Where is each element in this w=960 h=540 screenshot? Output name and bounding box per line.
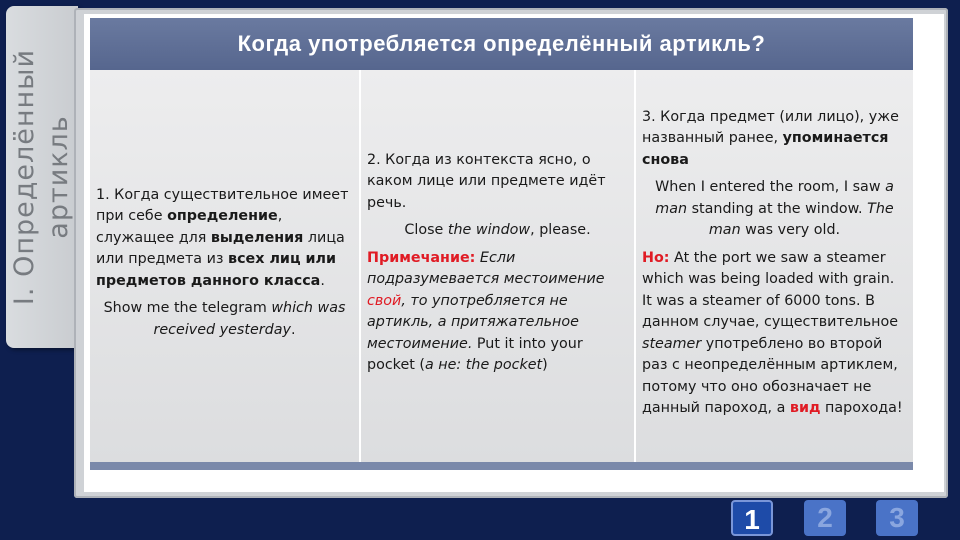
rule-column-2 xyxy=(361,70,636,462)
rule-2-example-italic: the window xyxy=(447,222,531,238)
rule-1-bold-selection: выделения xyxy=(210,229,304,246)
rule-1-part: лица или предмета из xyxy=(96,229,345,268)
rule-3-but xyxy=(642,248,907,420)
rule-3-example-italic: The man xyxy=(708,200,894,238)
note-part: Put it into your pocket ( xyxy=(367,335,583,373)
rule-3-example-part: When I entered the room, I saw xyxy=(655,179,886,195)
rule-1-example-part: . xyxy=(290,321,296,338)
but-part: At the port we saw a steamer which was being loaded with grain. It was a steamer of 6000 tons. В данном случае, существительное xyxy=(642,249,899,330)
side-title-text: I. Определённый артикль xyxy=(9,48,74,306)
rule-2-example-part: , please. xyxy=(530,222,591,238)
table-footer-bar xyxy=(90,462,913,470)
rule-1-example-italic: which was received yesterday xyxy=(153,300,346,338)
rules-table xyxy=(90,70,913,462)
note-italic: a не: the pocket xyxy=(424,357,543,373)
rule-1-example-part: Show me the telegram xyxy=(103,300,272,317)
rule-2-example xyxy=(367,220,628,242)
nav-button-3[interactable]: 3 xyxy=(876,500,918,536)
but-part: парохода! xyxy=(820,400,903,416)
side-tab xyxy=(6,6,78,348)
nav-button-2[interactable]: 2 xyxy=(804,500,846,536)
rule-3-example-italic: a man xyxy=(655,179,894,217)
rule-1-example xyxy=(96,298,353,341)
rule-3-part: 3. Когда предмет (или лицо), уже названный ранее, xyxy=(642,108,899,146)
rule-2-note xyxy=(367,248,628,377)
note-part: Если подразумевается местоимение xyxy=(367,249,605,287)
note-red-word: свой xyxy=(367,292,402,309)
rule-3-text xyxy=(642,107,907,172)
rule-1-bold-definition: определение xyxy=(167,208,278,225)
rule-1-part: 1. Когда существительное имеет при себе xyxy=(96,186,349,225)
rule-1-text xyxy=(96,185,353,293)
but-label: Но: xyxy=(642,249,670,266)
note-label: Примечание: xyxy=(367,249,476,266)
side-title xyxy=(6,6,78,348)
rule-1-part: , служащее для xyxy=(96,208,283,246)
rule-column-1 xyxy=(90,70,361,462)
rule-2-text: 2. Когда из контекста ясно, о каком лице или предмете идёт речь. xyxy=(367,151,606,211)
rule-column-3 xyxy=(636,70,913,462)
note-part: ) xyxy=(542,357,548,373)
but-italic: steamer xyxy=(642,335,702,352)
but-red-word: вид xyxy=(789,400,821,416)
rule-2-example-part: Close xyxy=(404,222,448,238)
rule-3-bold: упоминается снова xyxy=(642,130,889,168)
page-title: Когда употребляется определённый артикль? xyxy=(90,18,913,70)
rule-3-example-part: was very old. xyxy=(740,222,841,238)
rule-1-part: . xyxy=(320,272,325,289)
rule-3-example-part: standing at the window. xyxy=(687,200,868,217)
but-part: употреблено во второй раз с неопределённым артиклем, потому что оно обозначает не данный пароход, а xyxy=(642,335,898,416)
rule-1-bold-class: всех лиц или предметов данного класса xyxy=(96,251,337,289)
nav-button-1[interactable]: 1 xyxy=(731,500,773,536)
note-part: , то употребляется не артикль, а притяжательное местоимение. xyxy=(367,292,579,352)
rule-3-example xyxy=(642,177,907,242)
